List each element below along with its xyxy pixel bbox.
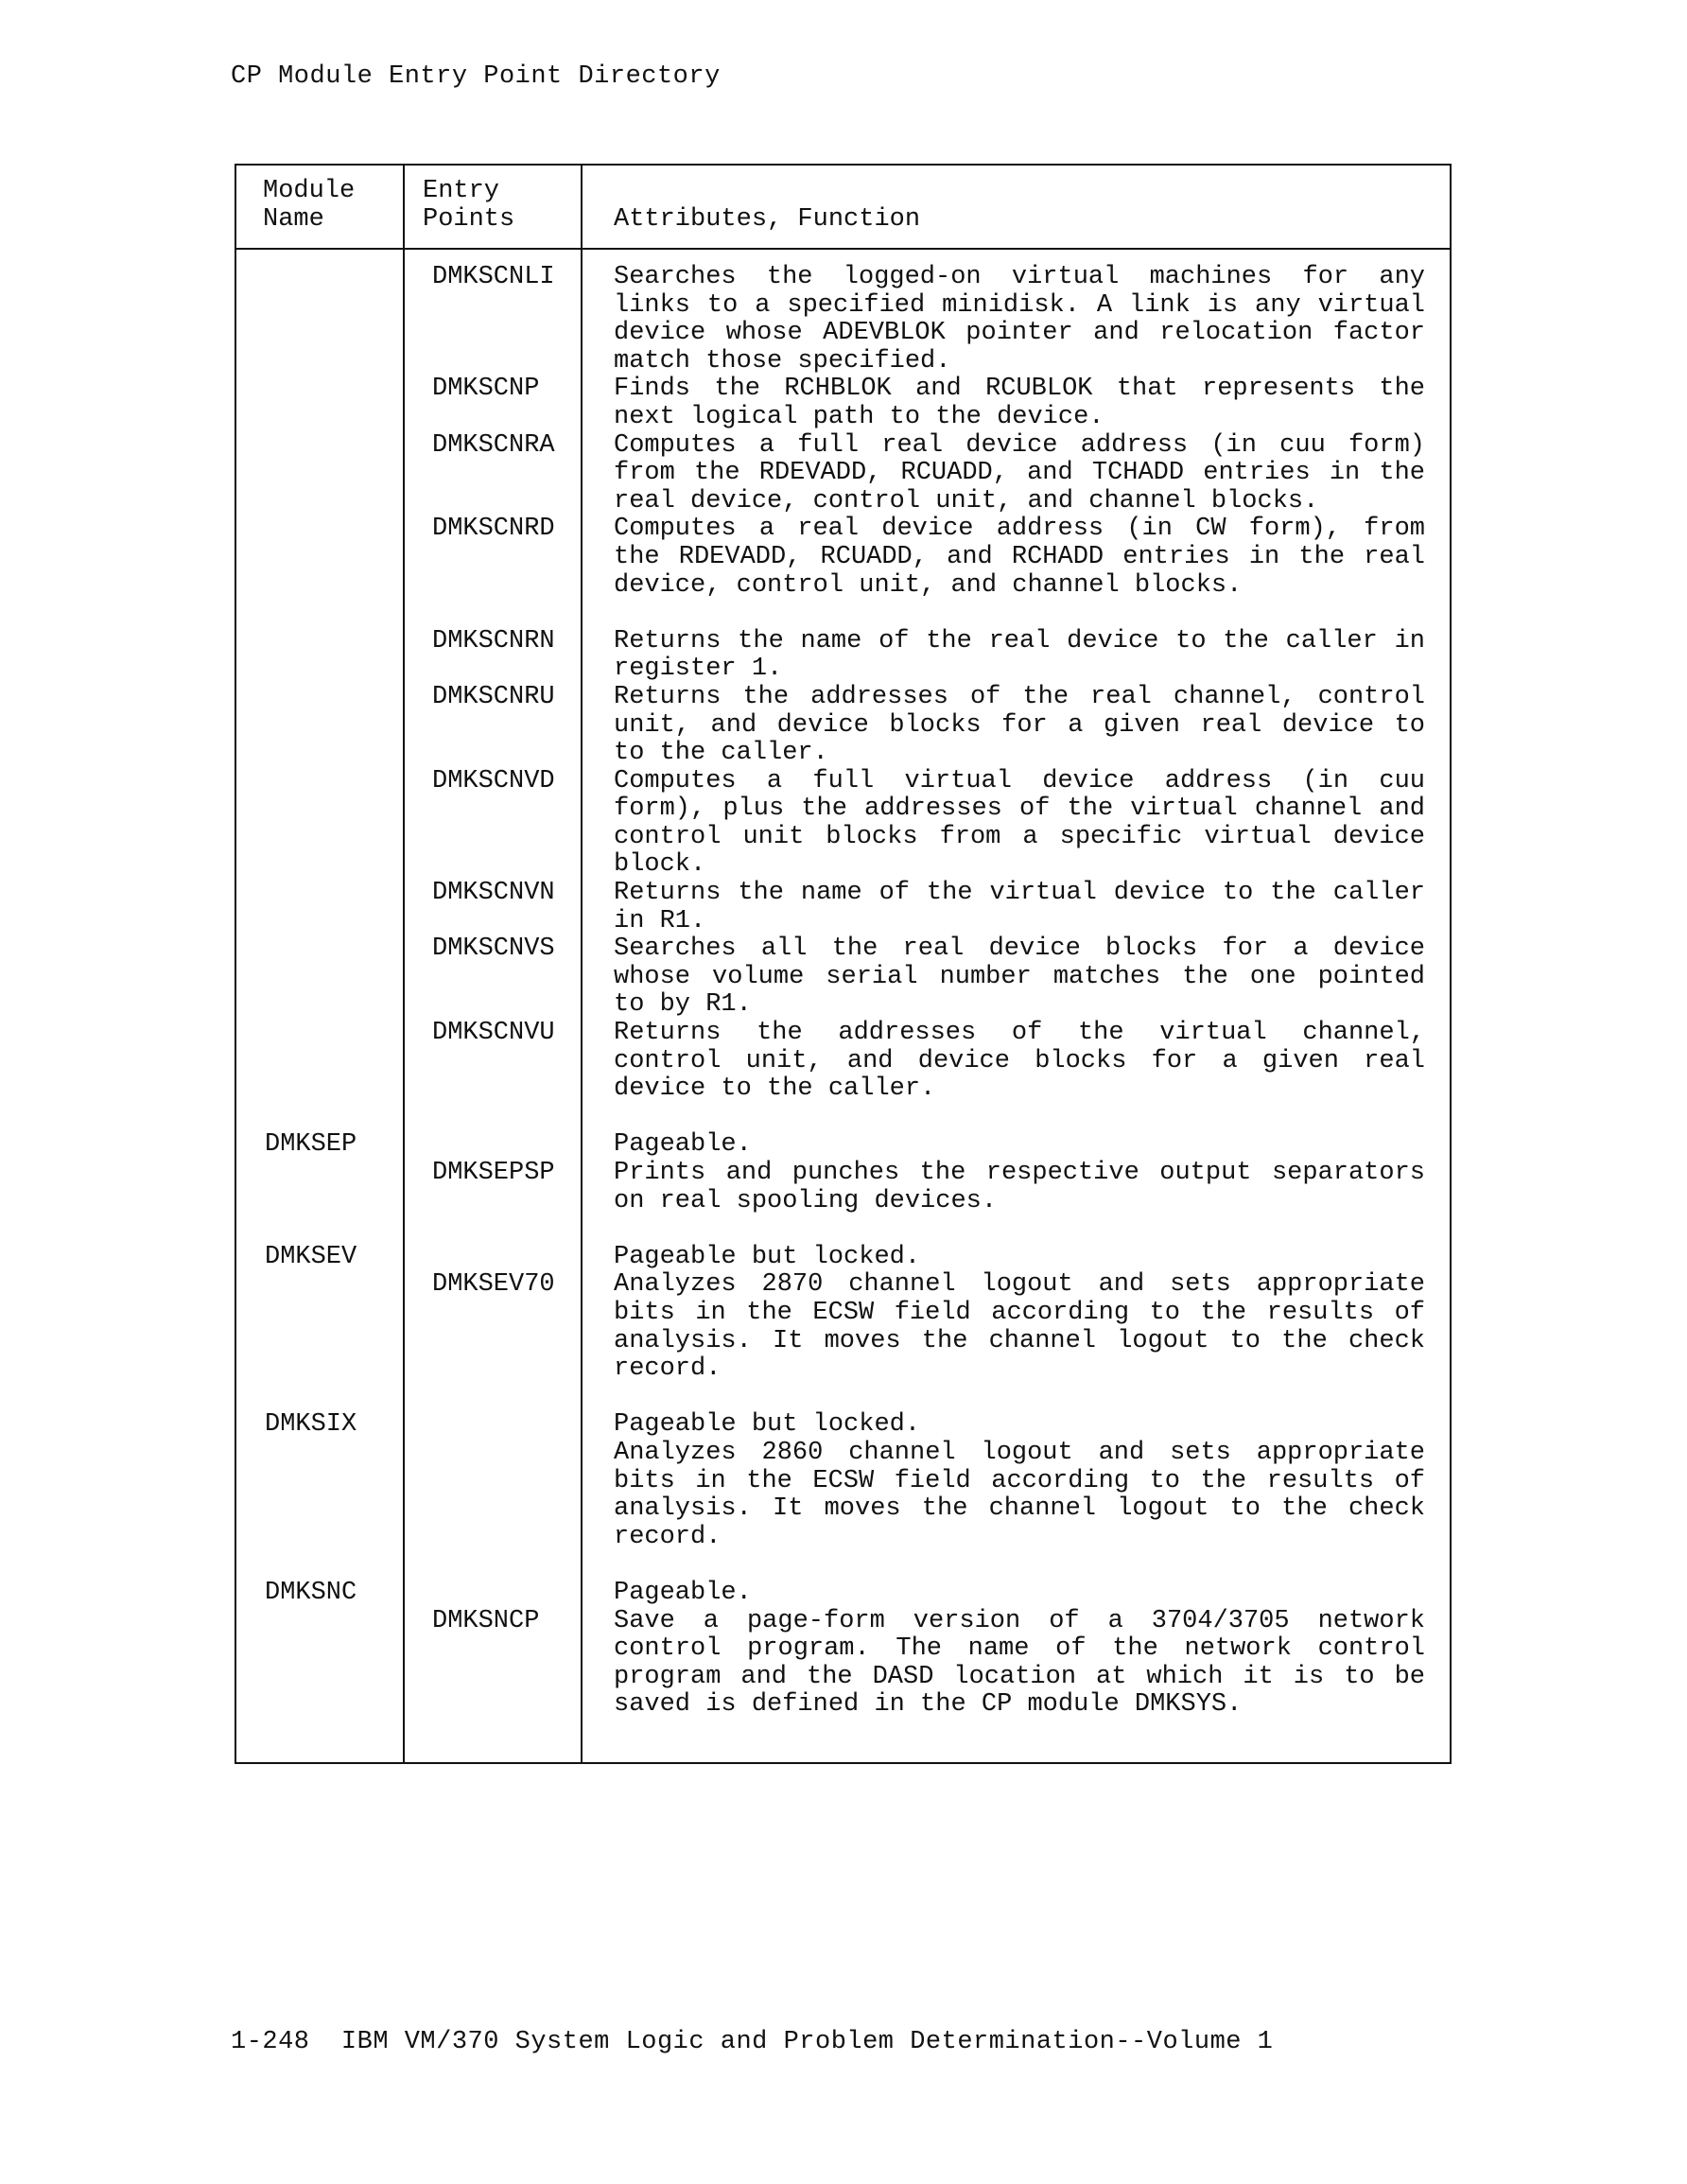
table-row (236, 264, 1450, 376)
page-header: CP Module Entry Point Directory (231, 62, 721, 91)
table-row (236, 1580, 1450, 1608)
table-row (236, 1244, 1450, 1272)
entry-point: DMKSCNVD (432, 766, 555, 795)
table-row (236, 1271, 1450, 1383)
entry-point: DMKSCNP (432, 375, 540, 404)
function-description: Analyzes 2870 channel logout and sets appropriate bits in the ECSW field according to the results of analysis. It moves the channel logout to the check record. (614, 1270, 1425, 1384)
table-row (236, 1411, 1450, 1440)
entry-point: DMKSCNRA (432, 430, 555, 460)
table-row (236, 768, 1450, 880)
function-description: Searches all the real device blocks for a device whose volume serial number matches the one pointed to by R1. (614, 935, 1425, 1020)
entry-point: DMKSEPSP (432, 1159, 555, 1187)
row-spacer (236, 1104, 1450, 1132)
table-row (236, 628, 1450, 684)
entry-point: DMKSCNVU (432, 1019, 555, 1048)
column-header-module: Module Name (263, 177, 356, 234)
function-description: Returns the name of the real device to the caller in register 1. (614, 626, 1425, 684)
function-description: Pageable. (614, 1130, 752, 1160)
table-row (236, 515, 1450, 600)
table-row (236, 1160, 1450, 1215)
function-description: Computes a full real device address (in cuu form) from the RDEVADD, RCUADD, and TCHADD entries in the real device, control unit, and channel blocks. (614, 430, 1425, 515)
row-spacer (236, 1384, 1450, 1412)
entry-point: DMKSCNRD (432, 515, 555, 544)
function-description: Returns the addresses of the real channel, control unit, and device blocks for a given real device to to the caller. (614, 682, 1425, 768)
entry-point: DMKSCNRU (432, 682, 555, 711)
header-divider (236, 248, 1450, 250)
function-description: Analyzes 2860 channel logout and sets appropriate bits in the ECSW field according to the results of analysis. It moves the channel logout to the check record. (614, 1438, 1425, 1551)
column-header-attributes: Attributes, Function (614, 205, 921, 234)
entry-point: DMKSCNRN (432, 626, 555, 655)
function-description: Pageable but locked. (614, 1242, 921, 1271)
entry-point: DMKSCNLI (432, 263, 555, 291)
entry-point: DMKSNCP (432, 1606, 540, 1635)
table-row (236, 432, 1450, 516)
table-row (236, 1020, 1450, 1104)
table-body (236, 264, 1450, 1720)
module-name: DMKSIX (265, 1410, 357, 1440)
module-name: DMKSEP (265, 1130, 357, 1160)
column-header-entry: Entry Points (423, 177, 515, 234)
table-row (236, 1131, 1450, 1160)
entry-point: DMKSEV70 (432, 1270, 555, 1300)
table-row (236, 376, 1450, 431)
function-description: Computes a real device address (in CW form), from the RDEVADD, RCUADD, and RCHADD entries in the real device, control unit, and channel blocks. (614, 515, 1425, 600)
row-spacer (236, 1551, 1450, 1580)
function-description: Prints and punches the respective output separators on real spooling devices. (614, 1159, 1425, 1215)
function-description: Pageable. (614, 1578, 752, 1607)
function-description: Pageable but locked. (614, 1410, 921, 1440)
page-footer: 1-248 IBM VM/370 System Logic and Problem Determination--Volume 1 (231, 2028, 1274, 2056)
function-description: Computes a full virtual device address (in cuu form), plus the addresses of the virtual channel and control unit blocks from a specific virtual device block. (614, 766, 1425, 880)
row-spacer (236, 600, 1450, 628)
module-name: DMKSEV (265, 1242, 357, 1271)
function-description: Returns the name of the virtual device to the caller in R1. (614, 879, 1425, 935)
table-row (236, 880, 1450, 935)
table-row (236, 684, 1450, 768)
function-description: Save a page-form version of a 3704/3705 network control program. The name of the network control program and the DASD location at which it is to be saved is defined in the CP module DMKSYS. (614, 1606, 1425, 1720)
function-description: Returns the addresses of the virtual channel, control unit, and device blocks for a given real device to the caller. (614, 1019, 1425, 1104)
module-name: DMKSNC (265, 1578, 357, 1607)
function-description: Finds the RCHBLOK and RCUBLOK that represents the next logical path to the device. (614, 375, 1425, 431)
row-spacer (236, 1215, 1450, 1244)
entry-point-table (235, 164, 1452, 1764)
table-row (236, 935, 1450, 1020)
entry-point: DMKSCNVS (432, 935, 555, 964)
function-description: Searches the logged-on virtual machines for any links to a specified minidisk. A link is any virtual device whose ADEVBLOK pointer and relocation factor match those specified. (614, 263, 1425, 376)
table-row (236, 1440, 1450, 1551)
entry-point: DMKSCNVN (432, 879, 555, 908)
table-row (236, 1608, 1450, 1720)
